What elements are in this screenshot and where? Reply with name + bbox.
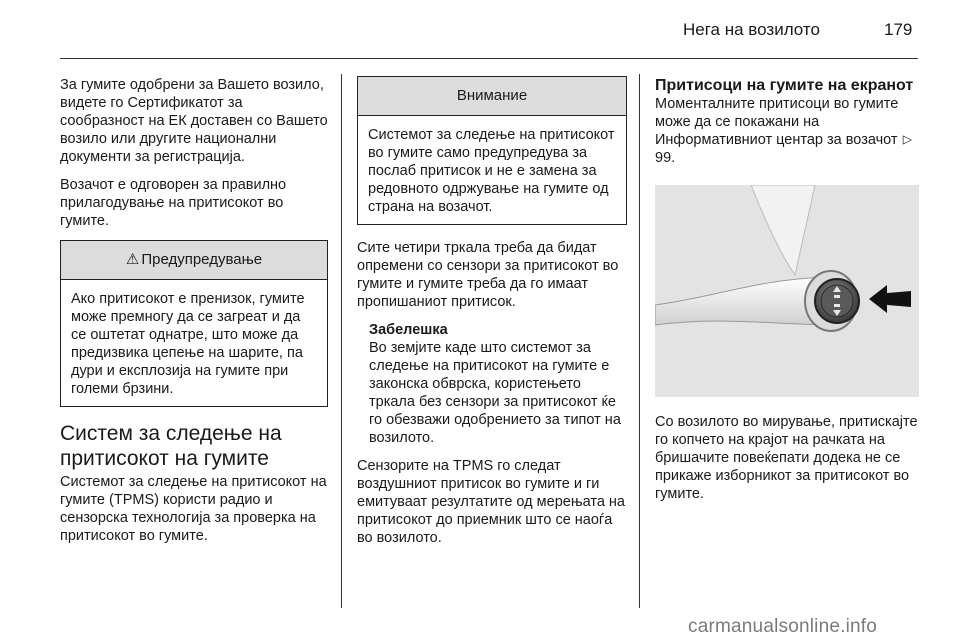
pressure-display-text: Моменталните притисоци во гумите може да се покажани на Информативниот центар за возачот xyxy=(655,96,899,148)
column-3 xyxy=(655,76,920,513)
column-1 xyxy=(60,76,328,555)
note-body: Во земјите каде што системот за следење на притисокот на гумите е законска обврска, користењето тркала без сензори за притисокот ќе го обезважи одобрението за типот на возилото. xyxy=(369,340,621,446)
wiper-lever-button-figure xyxy=(655,185,919,397)
warning-title: Предупредување xyxy=(141,251,263,268)
caution-body: Системот за следење на притисокот во гумите само предупредува за послаб притисок и не е замена за редовното одржување на гумите од страна на возачот. xyxy=(368,127,615,215)
section-heading-tpms: Систем за следење на притисокот на гумите xyxy=(60,422,282,470)
paragraph-sensors-required: Сите четири тркала треба да бидат опремени со сензори за притисокот во гумите и гумите треба да го имаат пропишаниот притисок. xyxy=(357,240,619,310)
paragraph-tyre-approval: За гумите одобрени за Вашето возило, видете го Сертификатот за сообразност на ЕК доставен со Вашето возило или другите национални документи за регистрација. xyxy=(60,77,328,165)
paragraph-tpms-intro: Системот за следење на притисокот на гумите (TPMS) користи радио и сензорска технологија за проверка на притисокот во гумите. xyxy=(60,474,327,544)
caution-box-header: Внимание xyxy=(358,77,626,116)
paragraph-driver-responsibility: Возачот е одговорен за правилно прилагодување на притисокот во гумите. xyxy=(60,177,287,229)
watermark-text: carmanualsonline.info xyxy=(688,616,878,637)
paragraph-tpms-sensors: Сензорите на TPMS го следат воздушниот притисок во гумите и ги емитуваат резултатите од мерењата на притисокот до приемник што се наоѓа во возилото. xyxy=(357,458,625,546)
note-block xyxy=(369,321,627,447)
warning-body: Ако притисокот е пренизок, гумите може премногу да се загреат и да се оштетат однатре, што може да предизвика цепење на шарите, па дури и експлозија на гумите при големи брзини. xyxy=(71,291,305,397)
page-number: 179 xyxy=(884,20,913,39)
page-header-title: Нега на возилото xyxy=(683,20,820,39)
warning-box-header xyxy=(61,241,327,280)
wiper-lever-illustration xyxy=(655,185,919,397)
column-2 xyxy=(357,76,627,557)
paragraph-select-tyre-menu: Со возилото во мирување, притискајте го копчето на крајот на рачката на бришачите повеќепати додека не се прикаже изборникот за притисокот во гумите. xyxy=(655,414,918,502)
column-divider-2 xyxy=(639,74,640,608)
paragraph-pressure-display xyxy=(655,95,920,167)
warning-box xyxy=(60,240,328,407)
warning-triangle-icon: ⚠ xyxy=(125,251,140,268)
column-divider-1 xyxy=(341,74,342,608)
note-title: Забелешка xyxy=(369,322,448,338)
caution-box xyxy=(357,76,627,225)
cross-reference-arrow-icon: ▽ xyxy=(899,135,914,145)
cross-reference-page: 99. xyxy=(655,150,676,166)
header-divider xyxy=(60,58,918,59)
section-heading-pressure-display: Притисоци на гумите на екранот xyxy=(655,77,914,94)
